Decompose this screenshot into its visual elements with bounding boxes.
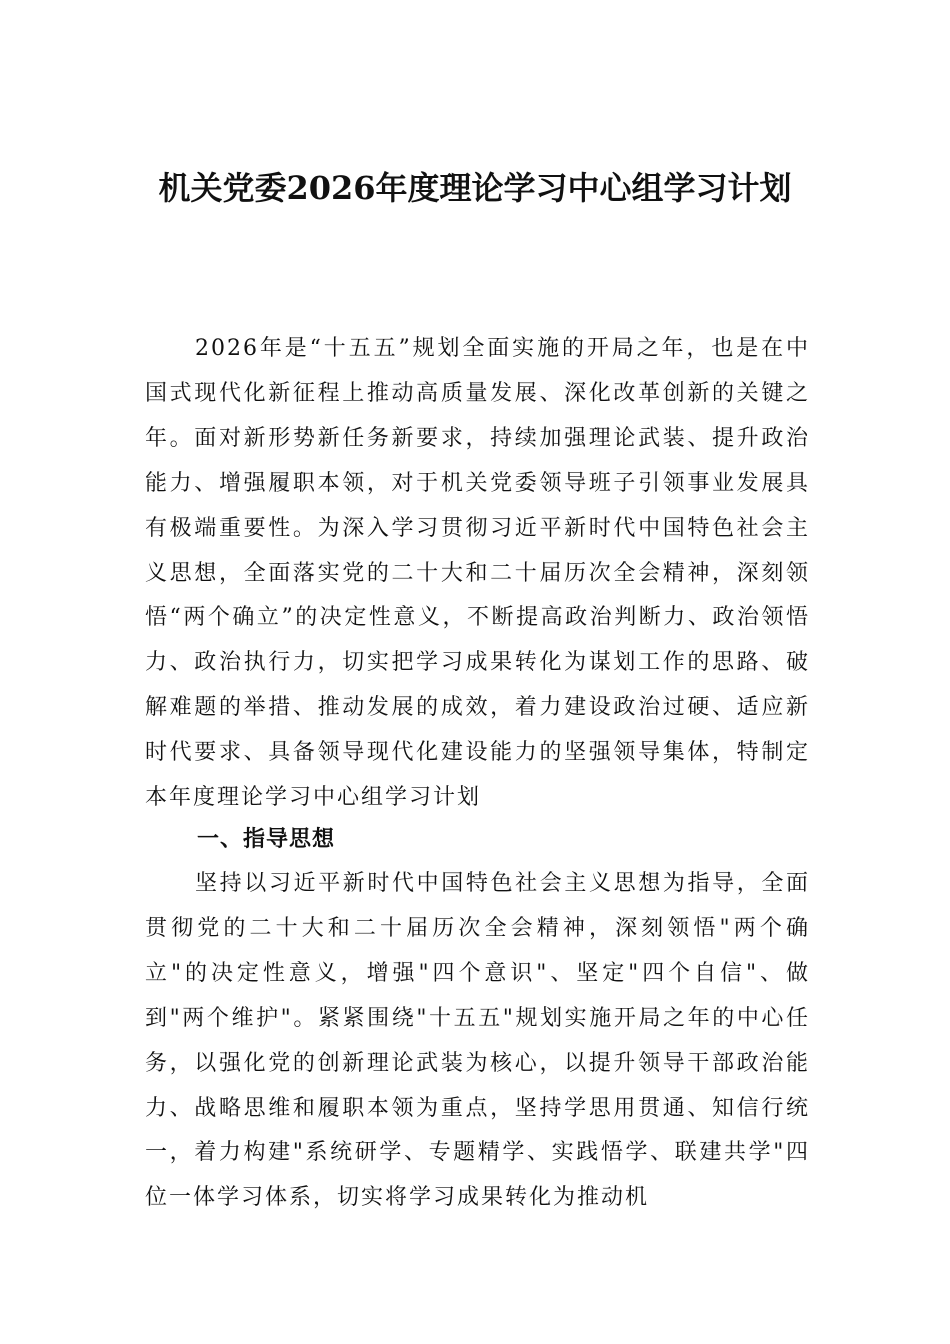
guiding-thought-paragraph: 坚持以习近平新时代中国特色社会主义思想为指导，全面贯彻党的二十大和二十届历次全会精神，深刻领悟"两个确立"的决定性意义，增强"四个意识"、坚定"四个自信"、做到"两个维护"。紧紧围绕"十五五"规划实施开局之年的中心任务，以强化党的创新理论武装为核心，以提升领导干部政治能力、战略思维和履职本领为重点，坚持学思用贯通、知信行统一，着力构建"系统研学、专题精学、实践悟学、联建共学"四位一体学习体系，切实将学习成果转化为推动机 [145, 871, 810, 1211]
section-heading: 一、指导思想 [197, 827, 336, 852]
intro-paragraph: 2026年是“十五五”规划全面实施的开局之年，也是在中国式现代化新征程上推动高质量发展、深化改革创新的关键之年。面对新形势新任务新要求，持续加强理论武装、提升政治能力、增强履职本领，对于机关党委领导班子引领事业发展具有极端重要性。为深入学习贯彻习近平新时代中国特色社会主义思想，全面落实党的二十大和二十届历次全会精神，深刻领悟“两个确立”的决定性意义，不断提高政治判断力、政治领悟力、政治执行力，切实把学习成果转化为谋划工作的思路、破解难题的举措、推动发展的成效，着力建设政治过硬、适应新时代要求、具备领导现代化建设能力的坚强领导集体，特制定本年度理论学习中心组学习计划 [145, 336, 810, 811]
document-title: 机关党委2026年度理论学习中心组学习计划 [158, 169, 792, 207]
